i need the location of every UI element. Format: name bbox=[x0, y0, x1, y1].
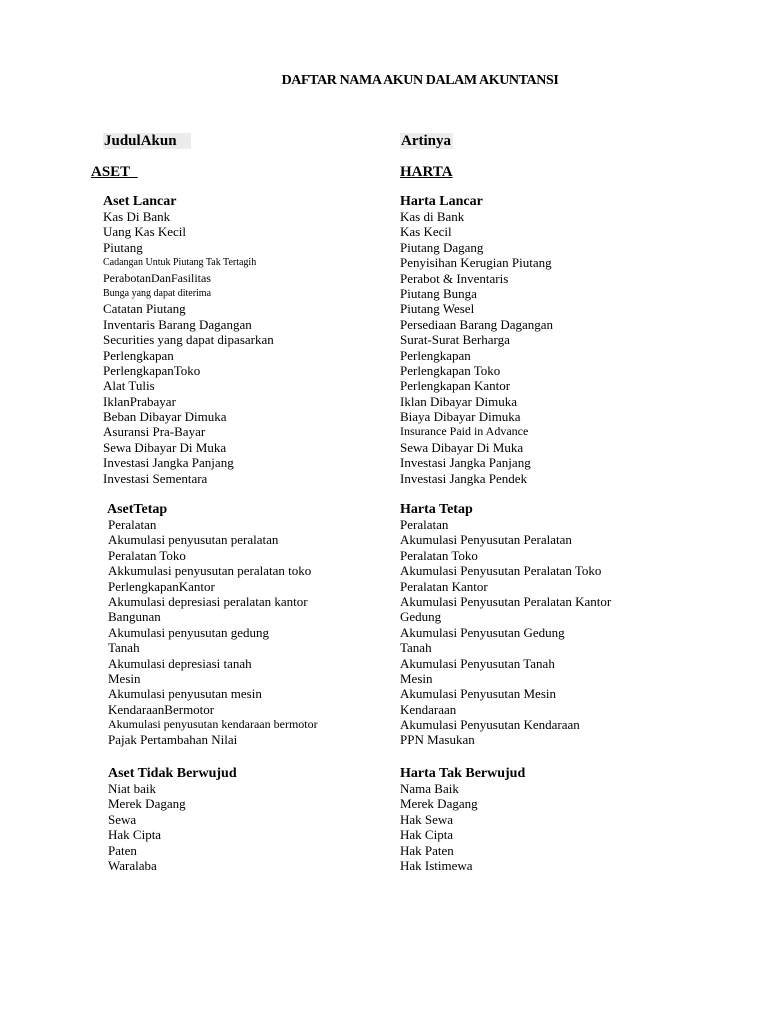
section-title-right: Harta Lancar bbox=[400, 194, 483, 209]
section-title-left: AsetTetap bbox=[107, 502, 168, 517]
section-title-left: Aset Lancar bbox=[103, 194, 177, 209]
account-item-left: Perlengkapan bbox=[103, 347, 174, 363]
account-item-left: Cadangan Untuk Piutang Tak Tertagih bbox=[103, 257, 257, 269]
account-item-left: Catatan Piutang bbox=[103, 301, 186, 317]
account-item-left: PerlengkapanToko bbox=[103, 362, 201, 378]
account-item-left: Mesin bbox=[108, 670, 141, 686]
account-item-left: Alat Tulis bbox=[103, 378, 155, 394]
column-header-right bbox=[400, 133, 453, 150]
account-item-left: Securities yang dapat dipasarkan bbox=[103, 332, 274, 348]
account-item-right: Akumulasi Penyusutan Peralatan Kantor bbox=[400, 593, 612, 609]
section-title-left: Aset Tidak Berwujud bbox=[108, 766, 237, 781]
account-item-right: Akumulasi Penyusutan Peralatan Toko bbox=[400, 563, 602, 579]
account-item-right: Insurance Paid in Advance bbox=[400, 424, 529, 439]
account-item-right: Merek Dagang bbox=[400, 796, 478, 812]
account-item-right: Kas di Bank bbox=[400, 209, 465, 224]
account-item-right: Perlengkapan Kantor bbox=[400, 378, 511, 394]
account-item-left: IklanPrabayar bbox=[103, 393, 176, 409]
section-list-right bbox=[400, 781, 478, 873]
category-left-label: ASET bbox=[91, 164, 131, 180]
account-item-right: Piutang Wesel bbox=[400, 301, 475, 317]
account-item-left: Merek Dagang bbox=[108, 796, 186, 812]
account-item-right: Hak Istimewa bbox=[400, 857, 473, 873]
account-item-left: Akumulasi depresiasi peralatan kantor bbox=[108, 593, 308, 609]
account-item-left: Akkumulasi penyusutan peralatan toko bbox=[108, 563, 312, 579]
account-item-right: Akumulasi Penyusutan Peralatan bbox=[400, 532, 572, 548]
account-item-left: Tanah bbox=[108, 640, 140, 656]
column-header-right-label: Artinya bbox=[401, 133, 451, 149]
account-item-right: Perlengkapan bbox=[400, 347, 471, 363]
account-item-left: Bangunan bbox=[108, 609, 161, 625]
category-right: HARTA bbox=[400, 164, 453, 180]
account-item-right: Tanah bbox=[400, 640, 432, 656]
account-item-left: Investasi Sementara bbox=[103, 470, 208, 486]
account-item-right: Nama Baik bbox=[400, 781, 459, 796]
column-header-left-label: JudulAkun bbox=[103, 133, 191, 149]
account-item-right: Peralatan Kantor bbox=[400, 578, 488, 594]
section-list-right bbox=[400, 517, 611, 748]
account-item-left: KendaraanBermotor bbox=[108, 701, 215, 717]
account-item-left: Pajak Pertambahan Nilai bbox=[108, 732, 238, 748]
account-item-left: Paten bbox=[108, 842, 137, 858]
account-item-left: Hak Cipta bbox=[108, 827, 162, 843]
account-item-right: Perabot & Inventaris bbox=[400, 270, 509, 286]
account-item-right: Investasi Jangka Pendek bbox=[400, 470, 528, 486]
account-item-right: PPN Masukan bbox=[400, 732, 475, 748]
category-left bbox=[91, 164, 138, 181]
account-item-right: Hak Paten bbox=[400, 842, 454, 858]
account-item-right: Mesin bbox=[400, 670, 433, 686]
account-item-left: Uang Kas Kecil bbox=[103, 224, 187, 240]
document-title: DAFTAR NAMA AKUN DALAM AKUNTANSI bbox=[281, 73, 559, 88]
account-item-right: Peralatan bbox=[400, 517, 449, 532]
account-item-right: Penyisihan Kerugian Piutang bbox=[400, 255, 552, 271]
account-item-left: Beban Dibayar Dimuka bbox=[103, 409, 227, 425]
account-item-left: Peralatan bbox=[108, 517, 157, 532]
account-item-right: Gedung bbox=[400, 609, 442, 625]
account-item-left: Bunga yang dapat diterima bbox=[103, 287, 212, 299]
account-item-left: Investasi Jangka Panjang bbox=[103, 455, 234, 471]
account-item-right: Kendaraan bbox=[400, 701, 457, 717]
section-title-right: Harta Tak Berwujud bbox=[400, 766, 526, 781]
account-item-left: Sewa bbox=[108, 811, 137, 827]
account-item-right: Persediaan Barang Dagangan bbox=[400, 316, 554, 332]
account-item-left: Waralaba bbox=[108, 857, 157, 873]
account-item-right: Hak Cipta bbox=[400, 827, 454, 843]
account-item-left: Niat baik bbox=[108, 781, 157, 796]
account-item-left: Asuransi Pra-Bayar bbox=[103, 424, 206, 440]
account-item-left: Akumulasi penyusutan peralatan bbox=[108, 532, 279, 548]
account-item-right: Peralatan Toko bbox=[400, 547, 478, 563]
section-list-right bbox=[400, 209, 553, 486]
account-item-right: Surat-Surat Berharga bbox=[400, 332, 510, 348]
account-item-left: Akumulasi depresiasi tanah bbox=[108, 655, 252, 671]
account-item-left: Kas Di Bank bbox=[103, 209, 171, 224]
account-item-left: Peralatan Toko bbox=[108, 547, 186, 563]
account-item-right: Biaya Dibayar Dimuka bbox=[400, 409, 521, 425]
account-item-left: Piutang bbox=[103, 239, 143, 255]
account-item-left: Akumulasi penyusutan gedung bbox=[108, 624, 270, 640]
account-item-right: Kas Kecil bbox=[400, 224, 452, 240]
account-item-right: Akumulasi Penyusutan Gedung bbox=[400, 624, 565, 640]
account-item-right: Investasi Jangka Panjang bbox=[400, 455, 531, 471]
account-item-right: Piutang Bunga bbox=[400, 285, 477, 301]
account-item-left: Akumulasi penyusutan kendaraan bermotor bbox=[108, 717, 318, 732]
section-list-left bbox=[103, 209, 274, 486]
account-item-left: Akumulasi penyusutan mesin bbox=[108, 686, 262, 702]
column-header-left bbox=[103, 133, 191, 150]
account-item-right: Akumulasi Penyusutan Kendaraan bbox=[400, 717, 580, 733]
account-item-left: Sewa Dibayar Di Muka bbox=[103, 439, 227, 455]
account-item-right: Akumulasi Penyusutan Mesin bbox=[400, 686, 556, 702]
account-item-right: Perlengkapan Toko bbox=[400, 362, 501, 378]
section-list-left bbox=[108, 781, 186, 873]
account-item-right: Iklan Dibayar Dimuka bbox=[400, 393, 517, 409]
section-title-right: Harta Tetap bbox=[400, 502, 473, 517]
section-list-left bbox=[108, 517, 318, 748]
account-item-right: Sewa Dibayar Di Muka bbox=[400, 439, 524, 455]
account-item-right: Piutang Dagang bbox=[400, 239, 484, 255]
account-item-right: Hak Sewa bbox=[400, 811, 454, 827]
account-item-left: PerlengkapanKantor bbox=[108, 578, 215, 594]
account-item-left: PerabotanDanFasilitas bbox=[103, 270, 211, 285]
account-item-right: Akumulasi Penyusutan Tanah bbox=[400, 655, 555, 671]
account-item-left: Inventaris Barang Dagangan bbox=[103, 316, 252, 332]
